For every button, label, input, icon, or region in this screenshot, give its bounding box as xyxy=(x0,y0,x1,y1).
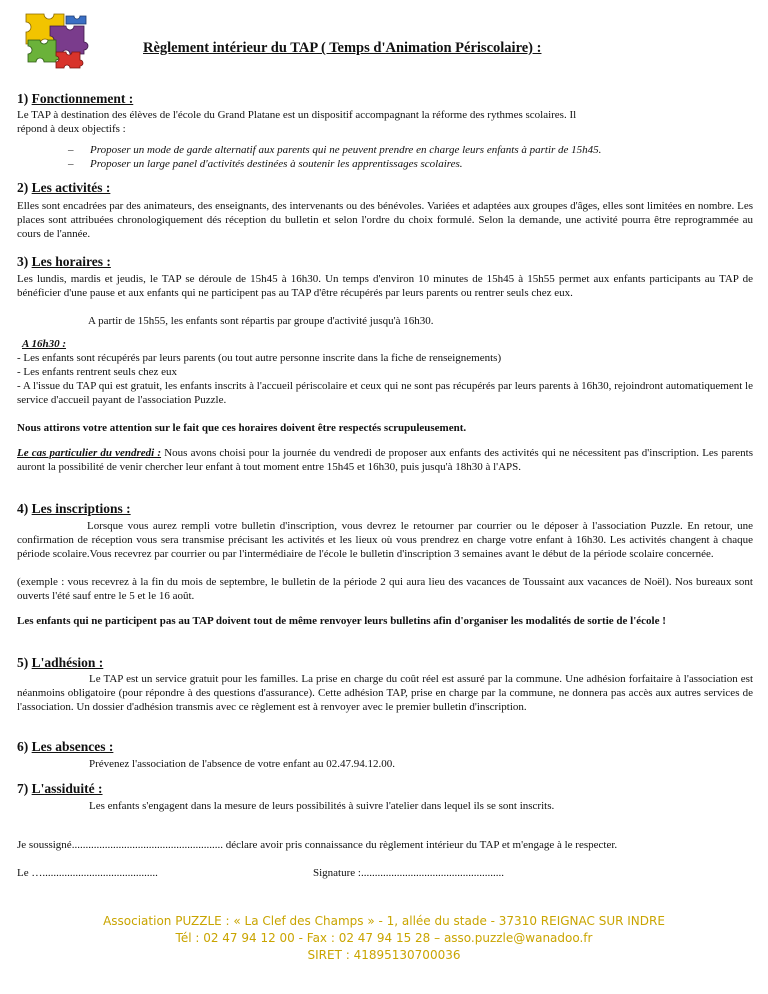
section-3-heading xyxy=(17,255,111,269)
section-4-heading-text: Les inscriptions : xyxy=(31,501,131,516)
section-3-body: Les lundis, mardis et jeudis, le TAP se déroule de 15h45 à 16h30. Un temps d'environ 10 minutes de 15h45 à 15h55 permet aux enfants participants au TAP de bénéficier d'une pause et aux enfants qui ne participent pas au TAP d'être récupérés par leurs parents ou rentrer seuls chez eux. xyxy=(17,273,753,299)
section-4-heading xyxy=(17,502,131,516)
section-1-body-line1: Le TAP à destination des élèves de l'école du Grand Platane est un dispositif accompagnant la réforme des rythmes scolaires. Il xyxy=(17,109,577,121)
section-3-notice: Nous attirons votre attention sur le fait que ces horaires doivent être respectés scrupuleusement. xyxy=(17,422,467,434)
section-3-list-3: - A l'issue du TAP qui est gratuit, les enfants inscrits à l'accueil périscolaire et ceux qui ne sont pas récupérés par leurs parents à 16h30, rejoindront automatiquement le service d'accueil payant de l'association Puzzle. xyxy=(17,380,753,406)
section-4-body: Lorsque vous aurez rempli votre bulletin d'inscription, vous devrez le retourner par courrier ou le déposer à l'association Puzzle. En retour, une confirmation de réception vous sera transmise précisant les activités et les lieux où vous prendrez en charge votre enfant à 16h30. Les activités changent à chaque période scolaire.Vous recevrez par courrier ou par l'intermédiaire de l'école le bulletin d'inscription 3 semaines avant le début de la période scolaire concernée. xyxy=(17,520,753,560)
section-1-bullet-2 xyxy=(68,157,463,171)
footer-address: Association PUZZLE : « La Clef des Champs » - 1, allée du stade - 37310 REIGNAC SUR INDRE xyxy=(103,914,665,928)
friday-body: Nous avons choisi pour la journée du vendredi de proposer aux enfants des activités qui ne nécessitent pas d'inscription. Les parents auront la possibilité de venir chercher leur enfant à tout moment entre 15h45 et 16h30, puis jusqu'à 18h30 à l'APS. xyxy=(17,447,753,473)
section-7-heading xyxy=(17,782,103,796)
section-4-notice: Les enfants qui ne participent pas au TAP doivent tout de même renvoyer leurs bulletins afin d'organiser les modalités de sortie de l'école ! xyxy=(17,615,666,627)
footer-siret: SIRET : 41895130700036 xyxy=(307,948,461,962)
section-6-number: 6) xyxy=(17,739,32,754)
friday-label: Le cas particulier du vendredi : xyxy=(17,447,162,459)
page-title: Règlement intérieur du TAP ( Temps d'Animation Périscolaire) : xyxy=(143,40,542,56)
signature-date: Le ….......................................... xyxy=(17,867,158,879)
section-4-number: 4) xyxy=(17,501,32,516)
footer-contact: Tél : 02 47 94 12 00 - Fax : 02 47 94 15 28 – asso.puzzle@wanadoo.fr xyxy=(175,931,593,945)
section-6-heading xyxy=(17,740,113,754)
section-3-heading-text: Les horaires : xyxy=(31,254,111,269)
section-5-body: Le TAP est un service gratuit pour les familles. La prise en charge du coût réel est assuré par la commune. Une adhésion forfaitaire à l'association est néanmoins obligatoire (pour répondre à des questions d'assurance). Cette adhésion TAP, prise en charge par la commune, ne donnera pas accès aux autres services de l'association. Un dossier d'adhésion transmis avec ce règlement est à renvoyer avec le premier bulletin d'inscription. xyxy=(17,673,753,713)
section-6-heading-text: Les absences : xyxy=(31,739,114,754)
section-6-body: Prévenez l'association de l'absence de votre enfant au 02.47.94.12.00. xyxy=(89,758,396,770)
section-2-body: Elles sont encadrées par des animateurs, des enseignants, des intervenants ou des bénévoles. Variées et adaptées aux groupes d'âges, elles sont limitées en nombre. Les places sont attribuées chronologiquement dés réception du bulletin et selon l'ordre du choix formulé. Selon la demande, une activité pourra être reprogrammée au cours de l'année. xyxy=(17,200,753,240)
section-3-list-1: - Les enfants sont récupérés par leurs parents (ou tout autre personne inscrite dans la fiche de renseignements) xyxy=(17,352,502,364)
section-2-number: 2) xyxy=(17,180,32,195)
section-3-body2: A partir de 15h55, les enfants sont répartis par groupe d'activité jusqu'à 16h30. xyxy=(88,315,434,327)
section-1-heading-text: Fonctionnement : xyxy=(31,91,134,106)
section-1-number: 1) xyxy=(17,91,32,106)
section-1-heading xyxy=(17,92,133,106)
dash-icon: – xyxy=(68,158,74,170)
section-3-sub-heading: A 16h30 : xyxy=(22,338,67,350)
signature-field: Signature :.................................................... xyxy=(313,867,504,879)
section-3-list-2: - Les enfants rentrent seuls chez eux xyxy=(17,366,178,378)
section-2-heading xyxy=(17,181,110,195)
section-1-body-line2: répond à deux objectifs : xyxy=(17,123,126,135)
section-5-heading xyxy=(17,656,103,670)
section-7-heading-text: L'assiduité : xyxy=(31,781,103,796)
section-3-number: 3) xyxy=(17,254,32,269)
puzzle-logo-icon xyxy=(20,10,90,72)
section-5-heading-text: L'adhésion : xyxy=(31,655,104,670)
section-4-example: (exemple : vous recevrez à la fin du mois de septembre, le bulletin de la période 2 qui aura lieu des vacances de Toussaint aux vacances de Noël). Nos bureaux sont ouverts l'été sauf entre le 5 et le 16 août. xyxy=(17,576,753,602)
bullet-text: Proposer un large panel d'activités destinées à soutenir les apprentissages scolaires. xyxy=(90,158,463,170)
section-1-bullet-1 xyxy=(68,143,601,157)
dash-icon: – xyxy=(68,144,74,156)
section-3-friday xyxy=(17,446,753,474)
signature-statement: Je soussigné....................................................... déclare avoir pris connaissance du règlement intérieur du TAP et m'engage à le respecter. xyxy=(17,839,618,851)
section-7-body: Les enfants s'engagent dans la mesure de leurs possibilités à suivre l'atelier dans lequel ils se sont inscrits. xyxy=(89,800,555,812)
section-7-number: 7) xyxy=(17,781,32,796)
section-5-number: 5) xyxy=(17,655,32,670)
section-2-heading-text: Les activités : xyxy=(31,180,111,195)
bullet-text: Proposer un mode de garde alternatif aux parents qui ne peuvent prendre en charge leurs enfants à partir de 15h45. xyxy=(90,144,602,156)
